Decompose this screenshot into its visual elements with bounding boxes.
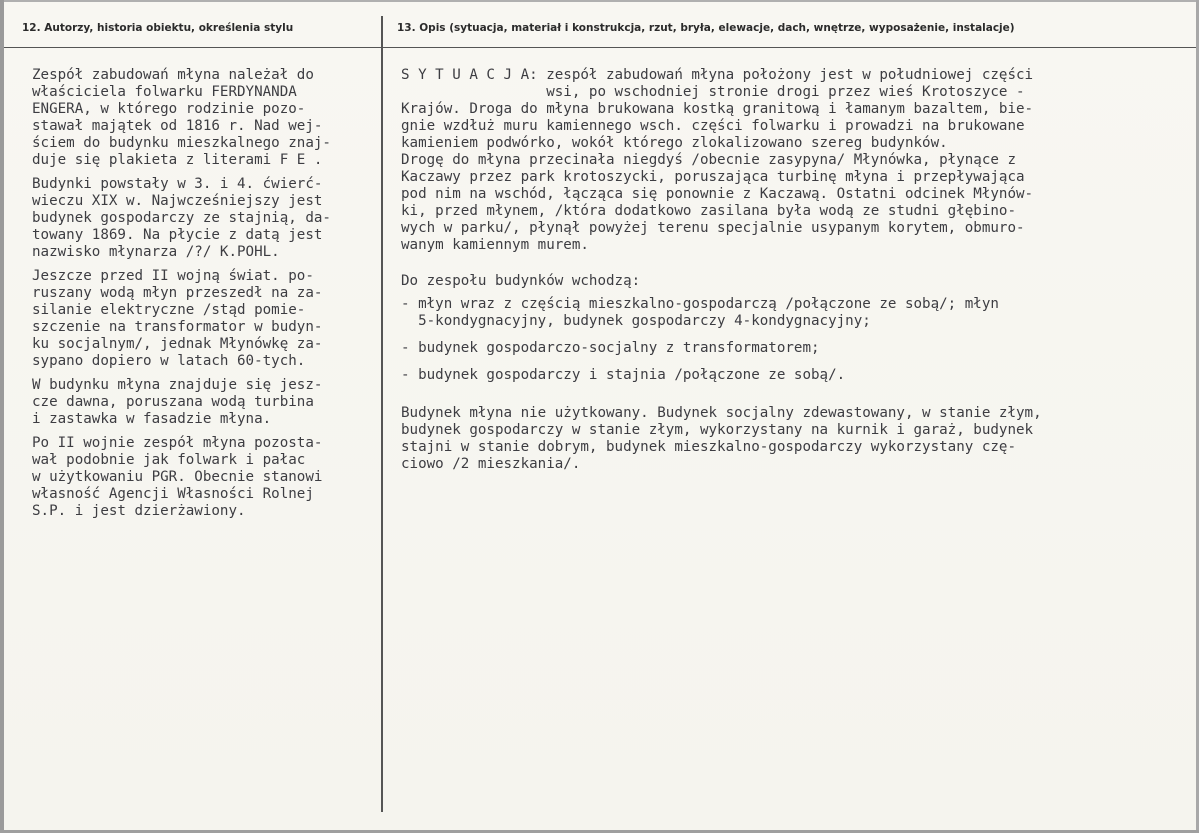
text-line: wał podobnie jak folwark i pałac bbox=[32, 452, 306, 468]
text-line: towany 1869. Na płycie z datą jest bbox=[32, 227, 323, 243]
text-line: - młyn wraz z częścią mieszkalno-gospodarczą /połączone ze sobą/; młyn bbox=[401, 296, 999, 312]
spacer bbox=[401, 254, 1191, 273]
text-line: cze dawna, poruszana wodą turbina bbox=[32, 394, 314, 410]
text-line: Budynek młyna nie użytkowany. Budynek socjalny zdewastowany, w stanie złym, bbox=[401, 405, 1042, 421]
text-line: Kaczawy przez park krotoszycki, poruszająca turbinę młyna i przepływająca bbox=[401, 169, 1025, 185]
history-paragraph bbox=[32, 435, 377, 520]
spacer bbox=[401, 357, 1191, 367]
text-line: kamieniem podwórko, wokół którego zlokalizowano szereg budynków. bbox=[401, 135, 948, 151]
text-line: sypano dopiero w latach 60-tych. bbox=[32, 353, 306, 369]
text-line: S Y T U A C J A: zespół zabudowań młyna położony jest w południowej części bbox=[401, 67, 1034, 83]
text-line: własność Agencji Własności Rolnej bbox=[32, 486, 314, 502]
list-item bbox=[401, 296, 1191, 330]
history-paragraph bbox=[32, 176, 377, 261]
text-line: S.P. i jest dzierżawiony. bbox=[32, 503, 246, 519]
text-line: - budynek gospodarczo-socjalny z transformatorem; bbox=[401, 340, 820, 356]
text-line: ku socjalnym/, jednak Młynówkę za- bbox=[32, 336, 323, 352]
text-line: stawał majątek od 1816 r. Nad wej- bbox=[32, 118, 323, 134]
text-line: Po II wojnie zespół młyna pozosta- bbox=[32, 435, 323, 451]
text-line: stajni w stanie dobrym, budynek mieszkalno-gospodarczy wykorzystany czę- bbox=[401, 439, 1016, 455]
header-rule bbox=[4, 47, 1196, 48]
buildings-intro: Do zespołu budynków wchodzą: bbox=[401, 273, 641, 289]
condition-block bbox=[401, 405, 1191, 473]
text-line: wych w parku/, płynął powyżej terenu specjalnie usypanym korytem, obmuro- bbox=[401, 220, 1025, 236]
text-line: wieczu XIX w. Najwcześniejszy jest bbox=[32, 193, 323, 209]
text-line: ENGERA, w którego rodzinie pozo- bbox=[32, 101, 306, 117]
section-13-heading: 13. Opis (sytuacja, materiał i konstrukcja, rzut, bryła, elewacje, dach, wnętrze, wyposażenie, instalacje) bbox=[397, 22, 1015, 34]
text-line: budynek gospodarczy w stanie złym, wykorzystany na kurnik i garaż, budynek bbox=[401, 422, 1034, 438]
text-line: Krajów. Droga do młyna brukowana kostką granitową i łamanym bazaltem, bie- bbox=[401, 101, 1034, 117]
text-line: pod nim na wschód, łącząca się ponownie z Kaczawą. Ostatni odcinek Młynów- bbox=[401, 186, 1034, 202]
text-line: 5-kondygnacyjny, budynek gospodarczy 4-kondygnacyjny; bbox=[401, 313, 871, 329]
history-paragraph bbox=[32, 377, 377, 428]
text-line: w użytkowaniu PGR. Obecnie stanowi bbox=[32, 469, 323, 485]
text-line: wsi, po wschodniej stronie drogi przez wieś Krotoszyce - bbox=[401, 84, 1025, 100]
section-12-heading: 12. Autorzy, historia obiektu, określenia stylu bbox=[22, 22, 294, 34]
history-paragraph bbox=[32, 268, 377, 370]
text-line: W budynku młyna znajduje się jesz- bbox=[32, 377, 323, 393]
history-paragraph bbox=[32, 67, 377, 169]
text-line: szczenie na transformator w budyn- bbox=[32, 319, 323, 335]
text-line: - budynek gospodarczy i stajnia /połączone ze sobą/. bbox=[401, 367, 846, 383]
text-line: silanie elektryczne /stąd pomie- bbox=[32, 302, 306, 318]
text-line: właściciela folwarku FERDYNANDA bbox=[32, 84, 297, 100]
buildings-list bbox=[401, 296, 1191, 384]
text-line: ki, przed młynem, /która dodatkowo zasilana była wodą ze studni głębino- bbox=[401, 203, 1016, 219]
list-item bbox=[401, 367, 1191, 384]
card-border-left bbox=[0, 0, 4, 833]
list-item bbox=[401, 340, 1191, 357]
situation-block bbox=[401, 67, 1191, 254]
text-line: Zespół zabudowań młyna należał do bbox=[32, 67, 314, 83]
text-line: Jeszcze przed II wojną świat. po- bbox=[32, 268, 314, 284]
spacer bbox=[401, 330, 1191, 340]
text-line: ciowo /2 mieszkania/. bbox=[401, 456, 581, 472]
text-line: Budynki powstały w 3. i 4. ćwierć- bbox=[32, 176, 323, 192]
card-border-top bbox=[0, 0, 1199, 2]
text-line: gnie wzdłuż muru kamiennego wsch. części folwarku i prowadzi na brukowane bbox=[401, 118, 1025, 134]
description-column bbox=[401, 67, 1191, 473]
text-line: budynek gospodarczy ze stajnią, da- bbox=[32, 210, 331, 226]
spacer bbox=[401, 384, 1191, 405]
text-line: i zastawka w fasadzie młyna. bbox=[32, 411, 272, 427]
text-line: ruszany wodą młyn przeszedł na za- bbox=[32, 285, 323, 301]
text-line: ściem do budynku mieszkalnego znaj- bbox=[32, 135, 331, 151]
column-divider bbox=[381, 16, 383, 812]
history-column bbox=[32, 67, 377, 527]
text-line: duje się plakieta z literami F E . bbox=[32, 152, 323, 168]
text-line: wanym kamiennym murem. bbox=[401, 237, 589, 253]
text-line: Drogę do młyna przecinała niegdyś /obecnie zasypyna/ Młynówka, płynące z bbox=[401, 152, 1016, 168]
text-line: nazwisko młynarza /?/ K.POHL. bbox=[32, 244, 280, 260]
